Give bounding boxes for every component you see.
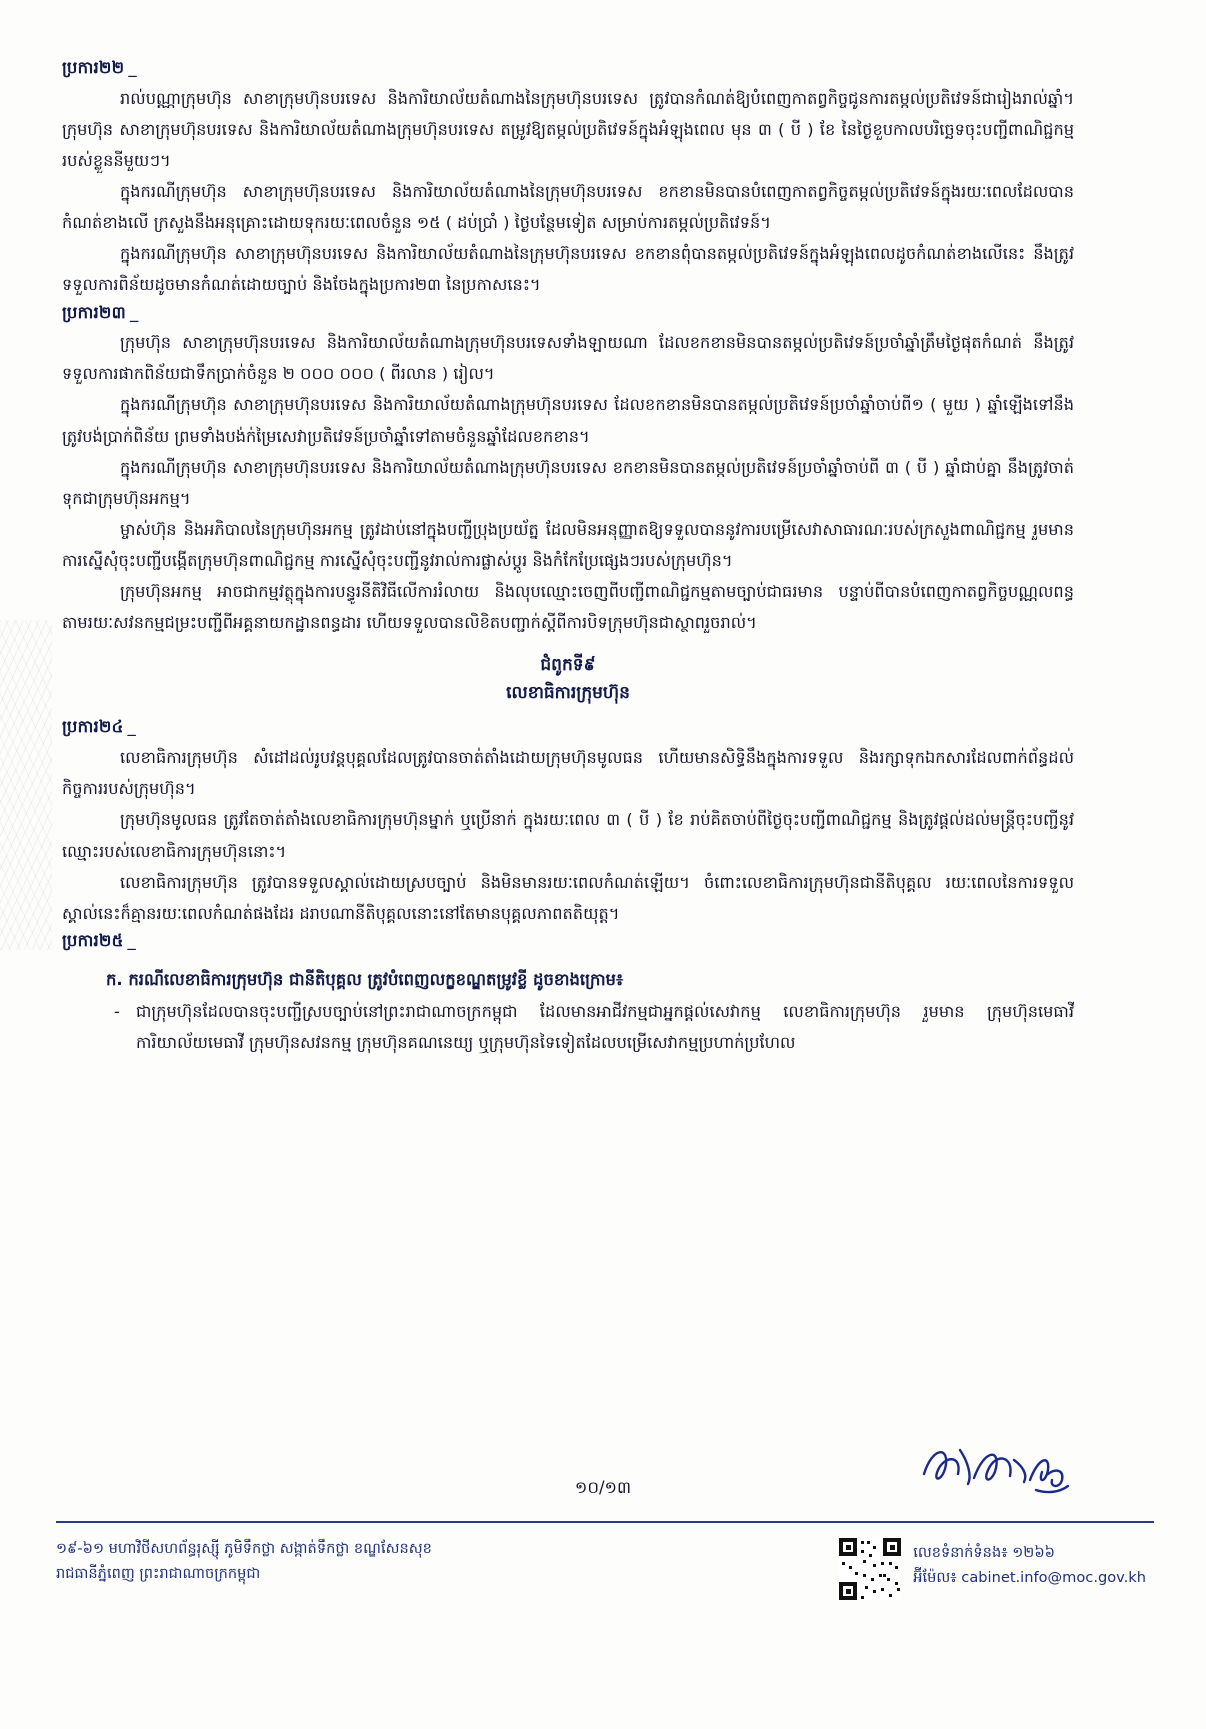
footer-address-line-1: ១៩-៦១ មហាវិថីសហព័ន្ធរុស្ស៊ី ភូមិទឹកថ្លា សង្កាត់ទឹកថ្លា ខណ្ឌសែនសុខ — [56, 1540, 432, 1557]
paragraph: លេខាធិការក្រុមហ៊ុន សំដៅដល់រូបវន្តបុគ្គលដែលត្រូវបានចាត់តាំងដោយក្រុមហ៊ុនមូលធន ហើយមានសិទ្ធិនឹងក្នុងការទទួល និងរក្សាទុកឯកសារដែលពាក់ព័ន្ធដល់កិច្ចការរបស់ក្រុមហ៊ុន។ — [62, 748, 1074, 799]
article-heading-24 — [62, 715, 1074, 740]
list-item-text: ជាក្រុមហ៊ុនដែលបានចុះបញ្ជីស្របច្បាប់នៅព្រះរាជាណាចក្រកម្ពុជា ដែលមានអាជីវកម្មជាអ្នកផ្តល់សេវាកម្ម លេខាធិការក្រុមហ៊ុន រួមមាន ក្រុមហ៊ុនមេធាវី ការិយាល័យមេធាវី ក្រុមហ៊ុនសវនកម្ម ក្រុមហ៊ុនគណនេយ្យ ឬក្រុមហ៊ុនទៃទៀតដែលបម្រើសេវាកម្មប្រហាក់ប្រហែល — [136, 1002, 1074, 1053]
page-number: ១០/១៣ — [574, 1478, 632, 1497]
paragraph: ក្នុងករណីក្រុមហ៊ុន សាខាក្រុមហ៊ុនបរទេស និងការិយាល័យតំណាងនៃក្រុមហ៊ុនបរទេស ខកខានមិនបានបំពេញកាតព្វកិច្ចតម្កល់ប្រតិវេទន៍ក្នុងរយៈពេលដែលបានកំណត់ខាងលើ ក្រសួងនឹងអនុគ្រោះដោយទុករយៈពេលចំនួន ១៥ ( ដប់ប្រាំ ) ថ្ងៃបន្ថែមទៀត សម្រាប់ការតម្កល់ប្រតិវេទន៍។ — [62, 182, 1074, 233]
footer-contact — [839, 1538, 1146, 1600]
article-heading-23-dash: _ — [129, 302, 139, 322]
document-body — [62, 56, 1074, 1058]
security-watermark — [0, 620, 52, 950]
footer-address-line-2: រាជធានីភ្នំពេញ ព្រះរាជាណាចក្រកម្ពុជា — [56, 1565, 261, 1583]
article-heading-22 — [62, 56, 1074, 81]
paragraph: រាល់បណ្ណាក្រុមហ៊ុន សាខាក្រុមហ៊ុនបរទេស និងការិយាល័យតំណាងនៃក្រុមហ៊ុនបរទេស ត្រូវបានកំណត់ឱ្យបំពេញកាតព្វកិច្ចជូនការតម្កល់ប្រតិវេទន៍ជារៀងរាល់ឆ្នាំ។ ក្រុមហ៊ុន សាខាក្រុមហ៊ុនបរទេស និងការិយាល័យតំណាងក្រុមហ៊ុនបរទេស តម្រូវឱ្យតម្កល់ប្រតិវេទន៍ក្នុងអំឡុងពេល មុន ៣ ( បី ) ខែ នៃថ្ងៃខួបកាលបរិច្ឆេទចុះបញ្ជីពាណិជ្ជកម្មរបស់ខ្លួននីមួយៗ។ — [62, 88, 1074, 170]
chapter-heading — [62, 652, 1074, 707]
paragraph: លេខាធិការក្រុមហ៊ុន ត្រូវបានទទួលស្គាល់ដោយស្របច្បាប់ និងមិនមានរយៈពេលកំណត់ឡើយ។ ចំពោះលេខាធិការក្រុមហ៊ុនជានីតិបុគ្គល រយៈពេលនៃការទទួលស្គាល់នេះក៏គ្មានរយៈពេលកំណត់ផងដែរ ដរាបណានីតិបុគ្គលនោះនៅតែមានបុគ្គលភាពតតិយុត្ត។ — [62, 872, 1074, 923]
paragraph: ក្រុមហ៊ុនមូលធន ត្រូវតែចាត់តាំងលេខាធិការក្រុមហ៊ុនម្នាក់ ឬប្រើនាក់ ក្នុងរយៈពេល ៣ ( បី ) ខែ រាប់គិតចាប់ពីថ្ងៃចុះបញ្ជីពាណិជ្ជកម្ម និងត្រូវផ្តល់ដល់មន្ត្រីចុះបញ្ជីនូវឈ្មោះរបស់លេខាធិការក្រុមហ៊ុននោះ។ — [62, 810, 1074, 861]
dash-bullet-icon: - — [114, 1002, 120, 1022]
paragraph: ក្នុងករណីក្រុមហ៊ុន សាខាក្រុមហ៊ុនបរទេស និងការិយាល័យតំណាងនៃក្រុមហ៊ុនបរទេស ខកខានពុំបានតម្កល់ប្រតិវេទន៍ក្នុងអំឡុងពេលដូចកំណត់ខាងលើនេះ នឹងត្រូវទទួលការពិន័យដូចមានកំណត់ដោយច្បាប់ និងចែងក្នុងប្រការ២៣ នៃប្រកាសនេះ។ — [62, 244, 1074, 295]
page-footer — [56, 1530, 1154, 1700]
footer-address — [56, 1536, 432, 1586]
paragraph: ក្នុងករណីក្រុមហ៊ុន សាខាក្រុមហ៊ុនបរទេស និងការិយាល័យតំណាងក្រុមហ៊ុនបរទេស ដែលខកខានមិនបានតម្កល់ប្រតិវេទន៍ប្រចាំឆ្នាំចាប់ពី១ ( មួយ ) ឆ្នាំឡើងទៅនឹងត្រូវបង់ប្រាក់ពិន័យ ព្រមទាំងបង់ក់ម្រៃសេវាប្រតិវេទន៍ប្រចាំឆ្នាំទៅតាមចំនួនឆ្នាំដែលខកខាន។ — [62, 395, 1074, 446]
article-heading-22-label: ប្រការ២២ — [62, 58, 125, 77]
article-heading-25-dash: _ — [127, 930, 136, 950]
paragraph: ក្នុងករណីក្រុមហ៊ុន សាខាក្រុមហ៊ុនបរទេស និងការិយាល័យតំណាងក្រុមហ៊ុនបរទេស ខកខានមិនបានតម្កល់ប្រតិវេទន៍ប្រចាំឆ្នាំចាប់ពី ៣ ( បី ) ឆ្នាំជាប់គ្នា នឹងត្រូវចាត់ទុកជាក្រុមហ៊ុនអកម្ម។ — [62, 457, 1074, 508]
article-heading-24-dash: _ — [127, 717, 136, 737]
list-item — [62, 996, 1074, 1058]
article-heading-23 — [62, 301, 1074, 326]
chapter-number: ជំពូកទី៩ — [540, 655, 596, 676]
article-heading-22-dash: _ — [128, 58, 137, 77]
paragraph: ម្ចាស់ហ៊ុន និងអភិបាលនៃក្រុមហ៊ុនអកម្ម ត្រូវដាប់នៅក្នុងបញ្ជីប្រុងប្រយ័ត្ន ដែលមិនអនុញ្ញាតឱ្យទទួលបាននូវការបម្រើសេវាសាធារណៈរបស់ក្រសួងពាណិជ្ជកម្ម រួមមាន ការស្នើសុំចុះបញ្ជីបង្កើតក្រុមហ៊ុនពាណិជ្ជកម្ម ការស្នើសុំចុះបញ្ជីនូវរាល់ការផ្លាស់ប្តូរ និងកំកែប្រែផ្សេងៗរបស់ក្រុមហ៊ុន។ — [62, 519, 1074, 571]
paragraph: ក្រុមហ៊ុនអកម្ម អាចជាកម្មវត្ថុក្នុងការបន្ធូរនីតិវិធីលើការរំលាយ និងលុបឈ្មោះចេញពីបញ្ជីពាណិជ្ជកម្មតាមច្បាប់ជាធរមាន បន្ទាប់ពីបានបំពេញកាតព្វកិច្ចបណ្ណលពន្ធតាមរយៈសវនកម្មជម្រះបញ្ជីពីអគ្គនាយកដ្ឋានពន្ធដារ ហើយទទួលបានលិខិតបញ្ជាក់ស្តីពីការបិទក្រុមហ៊ុនជាស្ថាពរួចរាល់។ — [62, 582, 1074, 633]
subsection-heading-ka: ក. ករណីលេខាធិការក្រុមហ៊ុន ជានីតិបុគ្គល ត្រូវបំពេញលក្ខខណ្ឌតម្រូវខ្លី ដូចខាងក្រោម៖ — [106, 969, 624, 989]
article-heading-23-label: ប្រការ២៣ — [62, 302, 126, 322]
paragraph: ក្រុមហ៊ុន សាខាក្រុមហ៊ុនបរទេស និងការិយាល័យតំណាងក្រុមហ៊ុនបរទេសទាំងឡាយណា ដែលខកខានមិនបានតម្កល់ប្រតិវេទន៍ប្រចាំឆ្នាំត្រឹមថ្ងៃផុតកំណត់ នឹងត្រូវទទួលការផាកពិន័យជាទឹកប្រាក់ចំនួន ២ ០០០ ០០០ ( ពីរលាន ) រៀល។ — [62, 333, 1074, 384]
article-heading-24-label: ប្រការ២៤ — [62, 717, 124, 737]
article-heading-25-label: ប្រការ២៥ — [62, 930, 124, 950]
footer-phone: លេខទំនាក់ទំនង៖ ១២៦៦ — [913, 1544, 1056, 1561]
footer-email: អ៊ីម៉ែល៖ cabinet.info@moc.gov.kh — [913, 1569, 1146, 1587]
chapter-title: លេខាធិការក្រុមហ៊ុន — [506, 682, 630, 703]
footer-contact-text — [913, 1538, 1146, 1590]
article-heading-25 — [62, 929, 1074, 954]
footer-divider — [56, 1521, 1154, 1523]
qr-code-icon[interactable] — [839, 1538, 901, 1600]
